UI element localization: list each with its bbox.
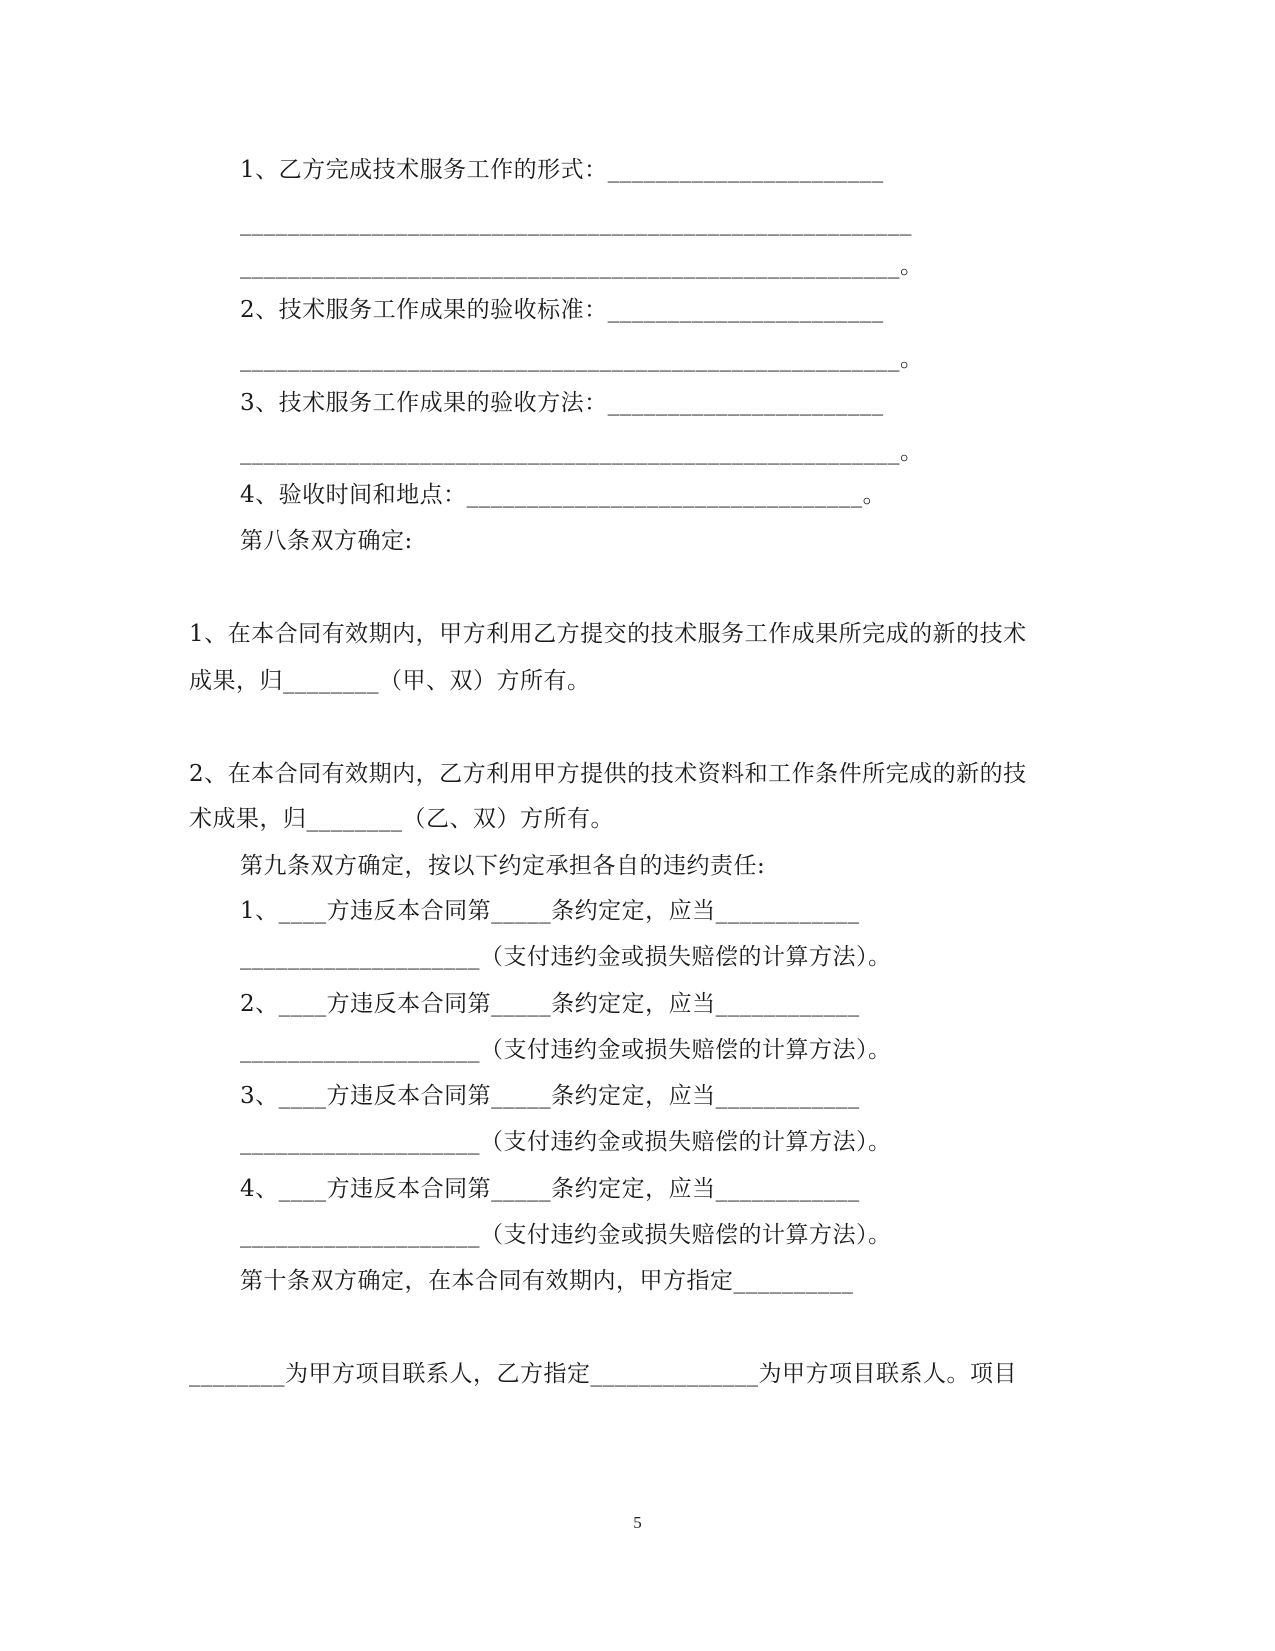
page-number: 5 [633, 1513, 642, 1532]
clause-9-item-1: 1、____方违反本合同第_____条约定定，应当____________ [240, 898, 860, 924]
clause-9-item-1-cont: ____________________（支付违约金或损失赔偿的计算方法）。 [240, 944, 892, 970]
clause-9-item-3: 3、____方违反本合同第_____条约定定，应当____________ [240, 1083, 860, 1109]
clause-9-item-4-cont: ____________________（支付违约金或损失赔偿的计算方法）。 [240, 1222, 892, 1248]
blank-line: ________________________________________________________ [240, 210, 912, 236]
clause-9-item-2-cont: ____________________（支付违约金或损失赔偿的计算方法）。 [240, 1037, 892, 1063]
blank-line: _______________________________________________________。 [240, 346, 924, 372]
clause-9-item-2: 2、____方违反本合同第_____条约定定，应当____________ [240, 991, 860, 1017]
clause-9-heading: 第九条双方确定，按以下约定承担各自的违约责任: [240, 853, 766, 879]
clause-9-item-3-cont: ____________________（支付违约金或损失赔偿的计算方法）。 [240, 1129, 892, 1155]
clause-8-item-2: 2、在本合同有效期内，乙方利用甲方提供的技术资料和工作条件所完成的新的技 [189, 761, 1027, 787]
clause-7-item-4: 4、验收时间和地点：_________________________________。 [240, 482, 887, 508]
clause-8-item-1: 1、在本合同有效期内，甲方利用乙方提交的技术服务工作成果所完成的新的技术 [189, 621, 1027, 647]
clause-8-item-2-cont: 术成果，归________（乙、双）方所有。 [189, 806, 614, 832]
clause-9-item-4: 4、____方违反本合同第_____条约定定，应当____________ [240, 1176, 860, 1202]
blank-line: _______________________________________________________。 [240, 439, 924, 465]
clause-7-item-1: 1、乙方完成技术服务工作的形式：_______________________ [240, 157, 884, 183]
clause-7-item-2: 2、技术服务工作成果的验收标准：_______________________ [240, 297, 884, 323]
blank-line: _______________________________________________________。 [240, 253, 924, 279]
clause-10-heading: 第十条双方确定，在本合同有效期内，甲方指定__________ [240, 1268, 854, 1294]
clause-10-cont: ________为甲方项目联系人，乙方指定______________为甲方项目联系人。项目 [189, 1361, 1017, 1387]
clause-7-item-3: 3、技术服务工作成果的验收方法：_______________________ [240, 390, 884, 416]
clause-8-item-1-cont: 成果，归________（甲、双）方所有。 [189, 668, 591, 694]
clause-8-heading: 第八条双方确定: [240, 528, 413, 554]
